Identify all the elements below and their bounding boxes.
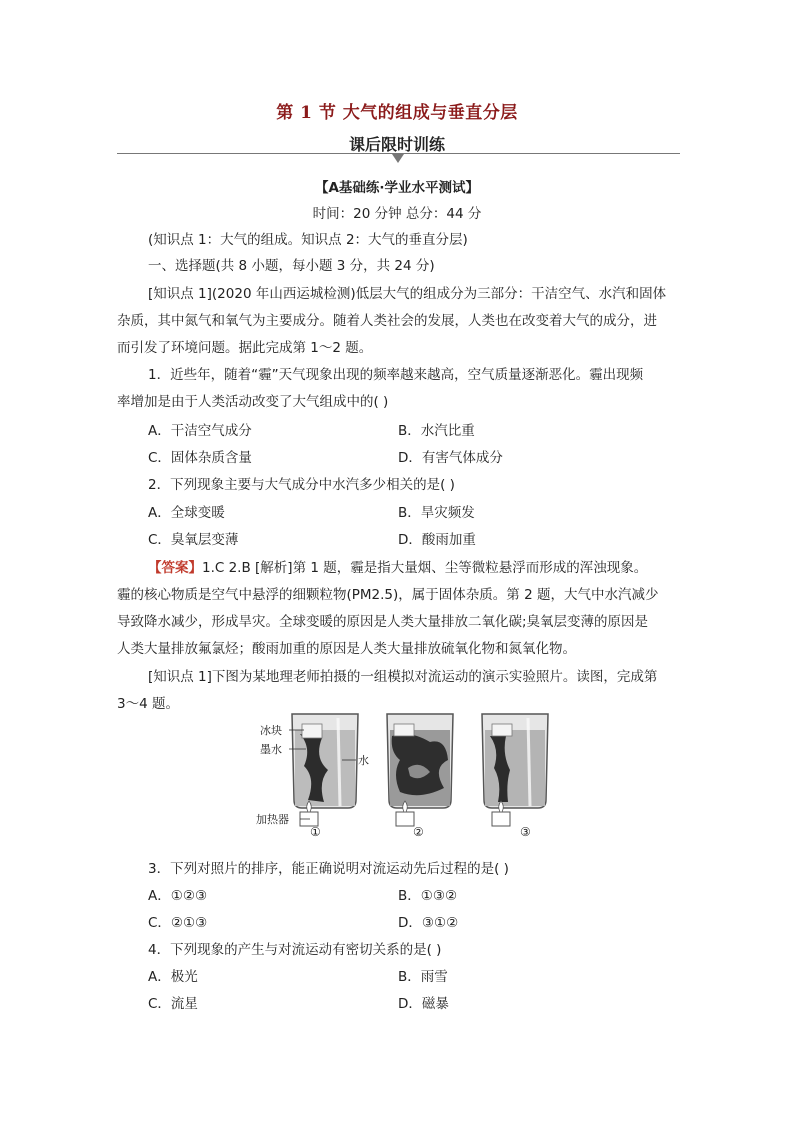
q4-option-a[interactable]: A．极光 (148, 969, 198, 985)
answer-line1-text: 1.C 2.B [解析]第 1 题，霾是指大量烟、尘等微粒悬浮而形成的浑浊现象。 (202, 560, 648, 576)
label-water: 水 (358, 754, 369, 767)
q1-option-b[interactable]: B．水汽比重 (398, 423, 475, 439)
q3-option-a[interactable]: A．①②③ (148, 888, 208, 904)
answer-line4: 人类大量排放氟氯烃；酸雨加重的原因是人类大量排放硫氧化物和氮氧化物。 (117, 641, 576, 657)
material2-line1: [知识点 1]下图为某地理老师拍摄的一组模拟对流运动的演示实验照片。读图，完成第 (148, 669, 658, 685)
q1-line1: 1．近些年，随着“霾”天气现象出现的频率越来越高，空气质量逐渐恶化。霾出现频 (148, 367, 644, 383)
beaker-1 (292, 714, 358, 826)
caption-2: ② (413, 825, 424, 839)
answer-line2: 霾的核心物质是空气中悬浮的细颗粒物(PM2.5)，属于固体杂质。第 2 题，大气中水汽减少 (117, 587, 659, 603)
beaker-2 (387, 714, 453, 826)
material2-line2: 3～4 题。 (117, 696, 179, 712)
material1-line3: 而引发了环境问题。据此完成第 1～2 题。 (117, 340, 373, 356)
part-heading: 一、选择题(共 8 小题，每小题 3 分，共 24 分) (148, 258, 435, 274)
label-heater: 加热器 (256, 813, 289, 826)
q1-option-a[interactable]: A．干洁空气成分 (148, 423, 252, 439)
caption-1: ① (310, 825, 321, 839)
caption-3: ③ (520, 825, 531, 839)
answer-label: 【答案】 (148, 560, 202, 576)
q2-option-b[interactable]: B．旱灾频发 (398, 505, 475, 521)
q3-option-c[interactable]: C．②①③ (148, 915, 208, 931)
knowledge-points: (知识点 1：大气的组成。知识点 2：大气的垂直分层) (148, 232, 468, 248)
page-title: 第 1 节 大气的组成与垂直分层 (276, 103, 518, 123)
answer-line1 (148, 556, 647, 576)
convection-experiment-figure (256, 708, 570, 843)
rule-triangle-icon (392, 154, 404, 163)
q3-stem: 3．下列对照片的排序，能正确说明对流运动先后过程的是( ) (148, 861, 509, 877)
q4-stem: 4．下列现象的产生与对流运动有密切关系的是( ) (148, 942, 442, 958)
q1-option-d[interactable]: D．有害气体成分 (398, 450, 503, 466)
q2-option-a[interactable]: A．全球变暖 (148, 505, 225, 521)
q4-option-b[interactable]: B．雨雪 (398, 969, 448, 985)
page-subtitle: 课后限时训练 (348, 135, 445, 154)
q2-option-d[interactable]: D．酸雨加重 (398, 532, 476, 548)
q1-line2: 率增加是由于人类活动改变了大气组成中的( ) (117, 394, 389, 410)
q3-option-b[interactable]: B．①③② (398, 888, 458, 904)
q2-stem: 2．下列现象主要与大气成分中水汽多少相关的是( ) (148, 477, 455, 493)
q4-option-c[interactable]: C．流星 (148, 996, 198, 1012)
label-ice: 冰块 (260, 724, 282, 737)
q4-option-d[interactable]: D．磁暴 (398, 996, 449, 1012)
section-label: 【A基础练·学业水平测试】 (314, 180, 480, 196)
answer-line3: 导致降水减少，形成旱灾。全球变暖的原因是人类大量排放二氧化碳;臭氧层变薄的原因是 (117, 614, 649, 630)
label-ink: 墨水 (260, 743, 282, 756)
material1-line1: [知识点 1](2020 年山西运城检测)低层大气的组成分为三部分：干洁空气、水汽和固体 (148, 286, 667, 302)
material1-line2: 杂质，其中氮气和氧气为主要成分。随着人类社会的发展，人类也在改变着大气的成分，进 (117, 313, 657, 329)
beaker-3 (482, 714, 548, 826)
beakers-illustration (270, 708, 570, 843)
q1-option-c[interactable]: C．固体杂质含量 (148, 450, 252, 466)
q3-option-d[interactable]: D．③①② (398, 915, 459, 931)
q2-option-c[interactable]: C．臭氧层变薄 (148, 532, 239, 548)
time-score: 时间：20 分钟 总分：44 分 (312, 206, 482, 222)
